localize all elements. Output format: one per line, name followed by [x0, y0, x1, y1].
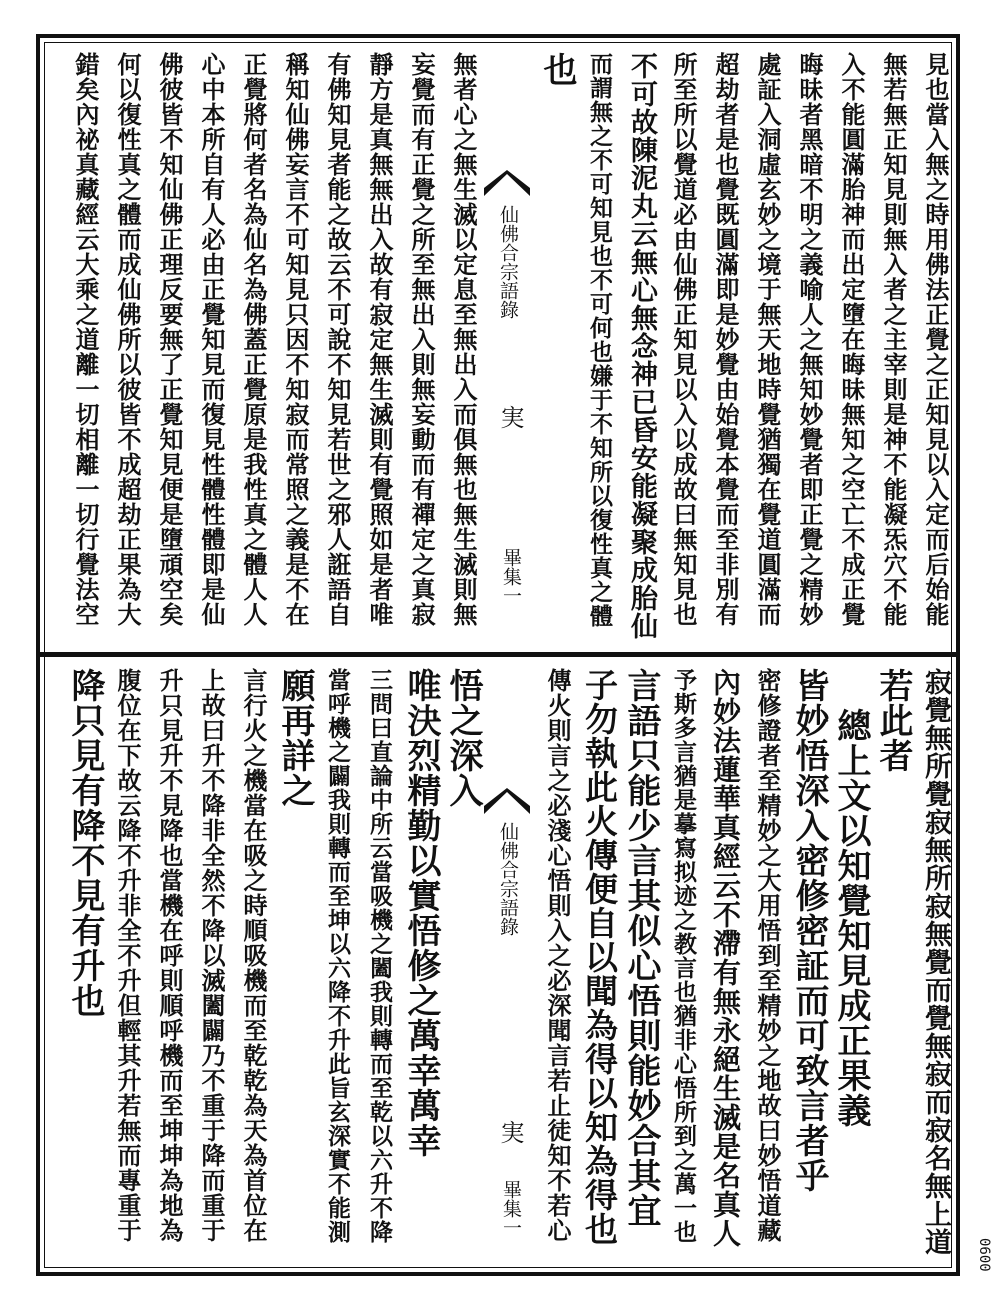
text-column: 妄覺而有正覺之所至無出入則無妄動而有禪定之真寂	[407, 52, 436, 627]
text-column: 唯決烈精勤以實悟修之萬幸萬幸	[401, 668, 441, 1158]
text-column: 總上文以知覺知見成正果義	[831, 708, 871, 1128]
text-column: 上故曰升不降非全然不降以滅闔闢乃不重于降而重于	[197, 668, 226, 1243]
text-column: 願再詳之	[275, 668, 315, 808]
text-column: 升只見升不見降也當機在呼則順呼機而至坤坤為地為	[155, 668, 184, 1243]
fish-tail-mark-icon	[484, 170, 530, 196]
text-column: 三問曰直論中所云當吸機之闔我則轉而至乾以六升不降	[366, 668, 393, 1244]
page-number: 0600	[976, 1238, 992, 1272]
margin-title: 仙佛合宗語錄	[497, 205, 519, 319]
margin-volume: 実	[496, 405, 524, 429]
text-column: 無若無正知見則無入者之主宰則是神不能凝炁穴不能	[879, 52, 908, 627]
text-column: 內妙法蓮華真經云不滯有無永絕生滅是名真人	[709, 668, 742, 1248]
text-column: 予斯多言猶是摹寫拟迹之教言也猶非心悟所到之萬一也	[670, 668, 697, 1244]
fish-tail-mark-icon	[484, 788, 530, 814]
text-column: 而謂無之不可知見也不可何也嫌于不知所以復性真之體	[586, 52, 613, 628]
text-column: 處証入洞虛玄妙之境于無天地時覺猶獨在覺道圓滿而	[753, 52, 782, 627]
text-column: 言語只能少言其似心悟則能妙合其宜	[621, 668, 661, 1228]
text-column: 所至所以覺道必由仙佛正知見以入以成故曰無知見也	[669, 52, 698, 627]
text-column: 皆妙悟深入密修密証而可致言者乎	[789, 668, 829, 1193]
text-column: 超劫者是也覺既圓滿即是妙覺由始覺本覺而至非別有	[711, 52, 740, 627]
text-column: 靜方是真無無出入故有寂定無生滅則有覺照如是者唯	[365, 52, 394, 627]
text-column: 傳火則言之必淺心悟則入之必深聞言若止徒知不若心	[543, 668, 572, 1243]
text-column: 正覺將何者名為仙名為佛蓋正覺原是我性真之體人人	[239, 52, 268, 627]
text-column: 不可故陳泥丸云無心無念神已昏安能凝聚成胎仙	[626, 52, 657, 640]
text-column: 無者心之無生滅以定息至無出入而俱無也無生滅則無	[449, 52, 478, 627]
text-column: 降只見有降不見有升也	[65, 668, 105, 1018]
text-column: 見也當入無之時用佛法正覺之正知見以入定而后始能	[921, 52, 950, 627]
margin-title: 仙佛合宗語錄	[497, 822, 519, 936]
margin-volume: 実	[496, 1120, 524, 1144]
margin-collection: 畢集一	[500, 548, 522, 605]
text-column: 入不能圓滿胎神而出定墮在晦昧無知之空亡不成正覺	[837, 52, 866, 627]
text-column: 稱知仙佛妄言不可知見只因不知寂而常照之義是不在	[281, 52, 310, 627]
text-column: 心中本所自有人必由正覺知見而復見性體性體即是仙	[197, 52, 226, 627]
text-column: 言行火之機當在吸之時順吸機而至乾乾為天為首位在	[239, 668, 268, 1243]
text-column: 錯矣內祕真藏經云大乘之道離一切相離一切行覺法空	[71, 52, 100, 627]
text-column: 當呼機之闢我則轉而至坤以六降不升此旨玄深實不能測	[324, 668, 351, 1244]
text-column: 寂覺無所覺寂無所寂無覺而覺無寂而寂名無上道	[920, 668, 951, 1256]
margin-collection: 畢集一	[500, 1180, 522, 1237]
half-page-divider	[36, 652, 960, 657]
text-column: 密修證者至精妙之大用悟到至精妙之地故曰妙悟道藏	[753, 668, 782, 1243]
text-column: 腹位在下故云降不升非全不升但輕其升若無而專重于	[113, 668, 142, 1243]
text-column: 晦昧者黑暗不明之義喻人之無知妙覺者即正覺之精妙	[795, 52, 824, 627]
text-column: 有佛知見者能之故云不可說不知見若世之邪人誑語自	[323, 52, 352, 627]
text-column: 若此者	[873, 668, 913, 773]
text-column: 何以復性真之體而成仙佛所以彼皆不成超劫正果為大	[113, 52, 142, 627]
text-column: 子勿執此火傳便自以聞為得以知為得也	[580, 668, 619, 1246]
text-column: 也	[537, 52, 577, 87]
text-column: 佛彼皆不知仙佛正理反要無了正覺知見便是墮頑空矣	[155, 52, 184, 627]
text-column: 悟之深入	[443, 668, 483, 808]
